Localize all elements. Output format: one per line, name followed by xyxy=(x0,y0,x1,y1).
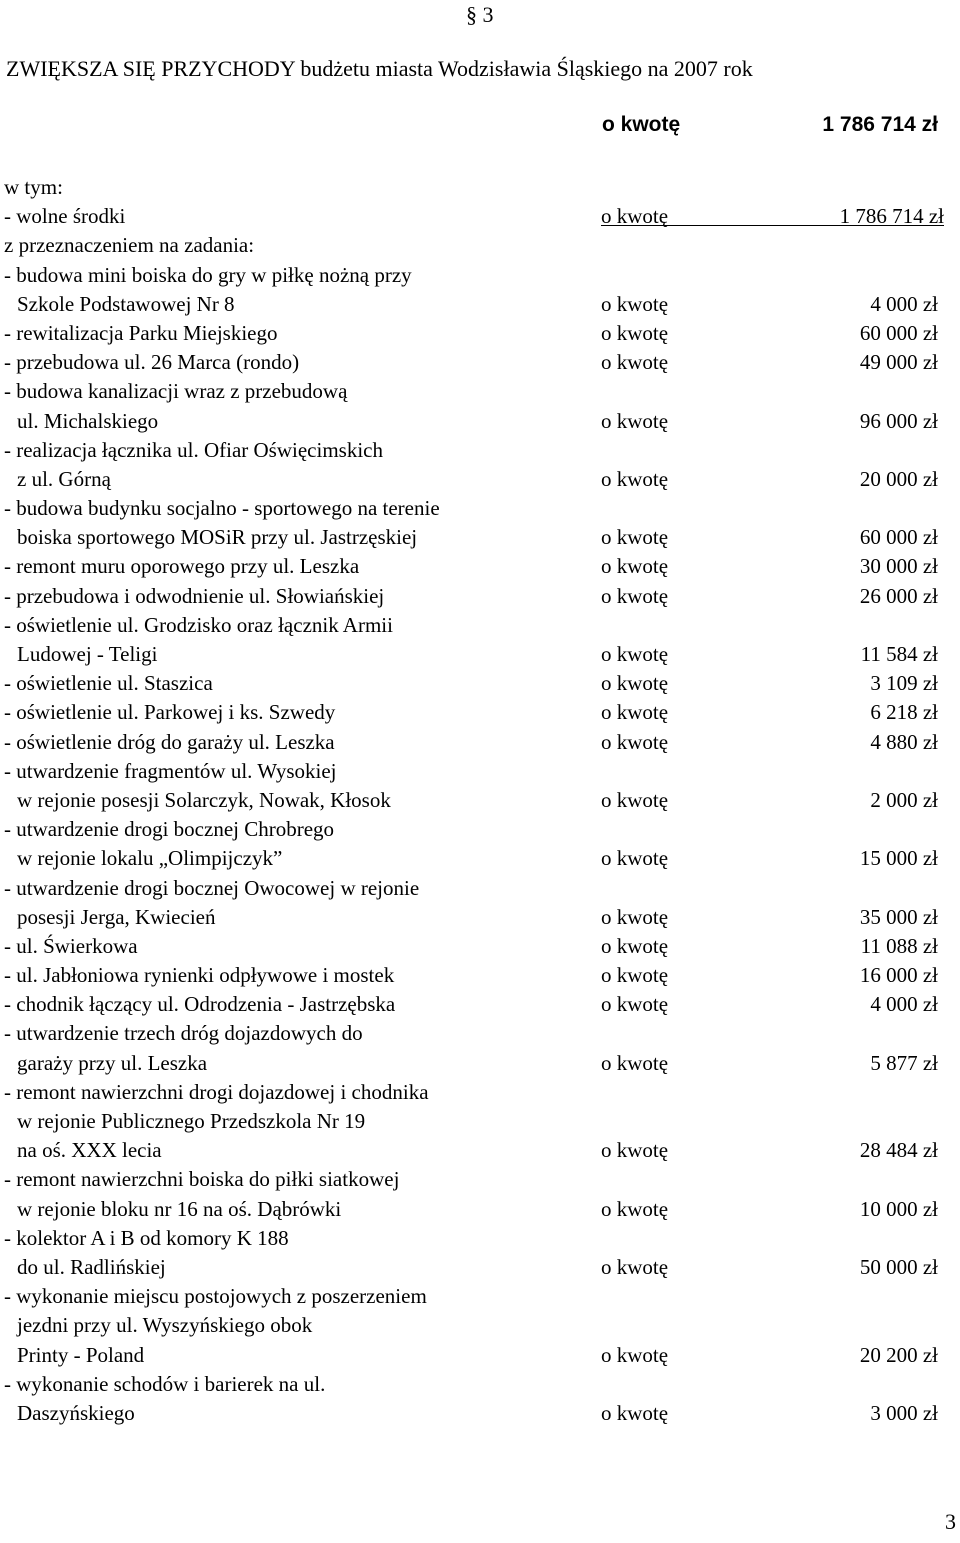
item-description: posesji Jerga, Kwiecień xyxy=(17,904,216,929)
amount-label: o kwotę xyxy=(601,904,669,929)
budget-line xyxy=(4,1019,944,1048)
budget-line xyxy=(4,407,944,436)
amount-label: o kwotę xyxy=(601,846,669,871)
amount-value: 4 000 zł xyxy=(870,291,938,316)
item-description: - remont nawierzchni boiska do piłki siatkowej xyxy=(4,1167,400,1192)
budget-line xyxy=(4,698,944,727)
item-description: - wykonanie schodów i barierek na ul. xyxy=(4,1371,326,1396)
item-description: - oświetlenie ul. Grodzisko oraz łącznik Armii xyxy=(4,612,393,637)
budget-line xyxy=(4,523,944,552)
item-description: Daszyńskiego xyxy=(17,1400,135,1425)
item-description: - ul. Świerkowa xyxy=(4,933,138,958)
budget-line xyxy=(4,1341,944,1370)
item-description: boiska sportowego MOSiR przy ul. Jastrzęskiej xyxy=(17,525,418,550)
amount-label: o kwotę xyxy=(601,554,669,579)
amount-value: 11 088 zł xyxy=(860,933,938,958)
amount-value: 4 880 zł xyxy=(870,729,938,754)
amount-label: o kwotę xyxy=(601,583,669,608)
amount-label: o kwotę xyxy=(601,729,669,754)
budget-line xyxy=(4,961,944,990)
budget-line xyxy=(4,1253,944,1282)
amount-label: o kwotę xyxy=(601,1138,669,1163)
page-number: 3 xyxy=(945,1509,956,1534)
item-description: - oświetlenie dróg do garaży ul. Leszka xyxy=(4,729,335,754)
amount-value: 6 218 zł xyxy=(870,700,938,725)
budget-line xyxy=(4,1136,944,1165)
item-description: - wykonanie miejscu postojowych z poszerzeniem xyxy=(4,1284,427,1309)
amount-value: 20 200 zł xyxy=(859,1342,938,1367)
budget-line xyxy=(4,552,944,581)
budget-line xyxy=(4,844,944,873)
amount-label: o kwotę xyxy=(601,963,669,988)
budget-line xyxy=(4,436,944,465)
budget-line xyxy=(4,1195,944,1224)
amount-value: 10 000 zł xyxy=(859,1196,938,1221)
budget-line xyxy=(4,874,944,903)
amount-label: o kwotę xyxy=(601,525,669,550)
item-description: z ul. Górną xyxy=(17,466,111,491)
amount-label: o kwotę xyxy=(601,1342,669,1367)
document-heading: ZWIĘKSZA SIĘ PRZYCHODY budżetu miasta Wodzisławia Śląskiego na 2007 rok xyxy=(6,56,753,81)
amount-label: o kwotę xyxy=(601,350,669,375)
item-description: z przeznaczeniem na zadania: xyxy=(4,233,255,258)
budget-line xyxy=(4,1107,944,1136)
budget-line xyxy=(4,231,944,260)
amount-label: o kwotę xyxy=(601,1196,669,1221)
budget-line xyxy=(4,319,944,348)
item-description: - realizacja łącznika ul. Ofiar Oświęcimskich xyxy=(4,437,383,462)
item-description: - przebudowa ul. 26 Marca (rondo) xyxy=(4,350,300,375)
budget-line xyxy=(4,1399,944,1428)
amount-value: 28 484 zł xyxy=(859,1138,938,1163)
budget-line xyxy=(4,1370,944,1399)
amount-label: o kwotę xyxy=(601,787,669,812)
budget-line xyxy=(4,611,944,640)
item-description: - oświetlenie ul. Staszica xyxy=(4,671,213,696)
item-description: - utwardzenie drogi bocznej Owocowej w rejonie xyxy=(4,875,420,900)
amount-value: 60 000 zł xyxy=(859,525,938,550)
budget-line xyxy=(4,903,944,932)
amount-label: o kwotę xyxy=(601,291,669,316)
item-description: ul. Michalskiego xyxy=(17,408,159,433)
amount-label: o kwotę xyxy=(601,408,669,433)
budget-line xyxy=(4,815,944,844)
item-description: w rejonie bloku nr 16 na oś. Dąbrówki xyxy=(17,1196,342,1221)
item-description: - rewitalizacja Parku Miejskiego xyxy=(4,320,278,345)
budget-line xyxy=(4,465,944,494)
item-description: - budowa kanalizacji wraz z przebudową xyxy=(4,379,348,404)
amount-value: 30 000 zł xyxy=(859,554,938,579)
budget-line xyxy=(4,261,944,290)
item-description: - budowa budynku socjalno - sportowego na terenie xyxy=(4,496,440,521)
budget-items-list xyxy=(4,173,944,1428)
amount-label: o kwotę xyxy=(601,1050,669,1075)
budget-line xyxy=(4,377,944,406)
amount-value: 49 000 zł xyxy=(859,350,938,375)
budget-line xyxy=(4,1078,944,1107)
amount-label: o kwotę xyxy=(601,671,669,696)
amount-underline xyxy=(601,225,944,226)
item-description: - przebudowa i odwodnienie ul. Słowiańskiej xyxy=(4,583,385,608)
budget-line xyxy=(4,932,944,961)
item-description: - kolektor A i B od komory K 188 xyxy=(4,1225,289,1250)
section-number: § 3 xyxy=(466,2,494,27)
budget-line xyxy=(4,173,944,202)
amount-label: o kwotę xyxy=(601,700,669,725)
budget-line xyxy=(4,1282,944,1311)
amount-label: o kwotę xyxy=(601,204,669,229)
amount-label: o kwotę xyxy=(601,466,669,491)
amount-value: 11 584 zł xyxy=(860,642,938,666)
budget-line xyxy=(4,990,944,1019)
amount-label: o kwotę xyxy=(601,320,669,345)
amount-value: 60 000 zł xyxy=(859,320,938,345)
item-description: - remont nawierzchni drogi dojazdowej i chodnika xyxy=(4,1079,429,1104)
item-description: garaży przy ul. Leszka xyxy=(17,1050,208,1075)
amount-value: 26 000 zł xyxy=(859,583,938,608)
item-description: na oś. XXX lecia xyxy=(17,1138,162,1163)
amount-value: 1 786 714 zł xyxy=(839,204,944,229)
item-description: w rejonie lokalu „Olimpijczyk” xyxy=(17,846,283,871)
amount-value: 2 000 zł xyxy=(870,787,938,812)
total-label: o kwotę xyxy=(602,113,681,136)
amount-value: 20 000 zł xyxy=(859,466,938,491)
budget-line xyxy=(4,757,944,786)
amount-label: o kwotę xyxy=(601,933,669,958)
budget-line xyxy=(4,728,944,757)
item-description: - remont muru oporowego przy ul. Leszka xyxy=(4,554,360,579)
budget-line xyxy=(4,202,944,231)
item-description: Printy - Poland xyxy=(17,1342,145,1367)
budget-line xyxy=(4,786,944,815)
budget-line xyxy=(4,494,944,523)
total-amount: 1 786 714 zł xyxy=(822,113,938,136)
amount-label: o kwotę xyxy=(601,1254,669,1279)
budget-line xyxy=(4,1049,944,1078)
budget-line xyxy=(4,1311,944,1340)
amount-label: o kwotę xyxy=(601,1400,669,1425)
item-description: w tym: xyxy=(4,175,63,199)
amount-value: 50 000 zł xyxy=(859,1254,938,1279)
amount-value: 3 109 zł xyxy=(870,671,938,696)
amount-label: o kwotę xyxy=(601,642,669,666)
budget-line xyxy=(4,290,944,319)
item-description: w rejonie posesji Solarczyk, Nowak, Kłosok xyxy=(17,787,391,812)
item-description: - chodnik łączący ul. Odrodzenia - Jastrzębska xyxy=(4,992,396,1017)
amount-value: 4 000 zł xyxy=(870,992,938,1017)
item-description: - ul. Jabłoniowa rynienki odpływowe i mostek xyxy=(4,963,395,988)
item-description: w rejonie Publicznego Przedszkola Nr 19 xyxy=(17,1109,366,1133)
item-description: Szkole Podstawowej Nr 8 xyxy=(17,291,235,316)
item-description: Ludowej - Teligi xyxy=(17,642,158,666)
item-description: - oświetlenie ul. Parkowej i ks. Szwedy xyxy=(4,700,336,725)
item-description: - wolne środki xyxy=(4,204,126,229)
item-description: - utwardzenie fragmentów ul. Wysokiej xyxy=(4,758,337,783)
budget-line xyxy=(4,640,944,669)
amount-label: o kwotę xyxy=(601,992,669,1017)
item-description: jezdni przy ul. Wyszyńskiego obok xyxy=(17,1313,313,1338)
item-description: do ul. Radlińskiej xyxy=(17,1254,166,1279)
budget-line xyxy=(4,1165,944,1194)
amount-value: 15 000 zł xyxy=(859,846,938,871)
amount-value: 96 000 zł xyxy=(859,408,938,433)
item-description: - utwardzenie drogi bocznej Chrobrego xyxy=(4,817,335,842)
amount-value: 35 000 zł xyxy=(859,904,938,929)
budget-line xyxy=(4,669,944,698)
budget-line xyxy=(4,348,944,377)
item-description: - budowa mini boiska do gry w piłkę nożną przy xyxy=(4,262,412,287)
amount-value: 5 877 zł xyxy=(870,1050,938,1075)
item-description: - utwardzenie trzech dróg dojazdowych do xyxy=(4,1021,363,1046)
amount-value: 3 000 zł xyxy=(870,1400,938,1425)
budget-line xyxy=(4,582,944,611)
amount-value: 16 000 zł xyxy=(859,963,938,988)
budget-line xyxy=(4,1224,944,1253)
